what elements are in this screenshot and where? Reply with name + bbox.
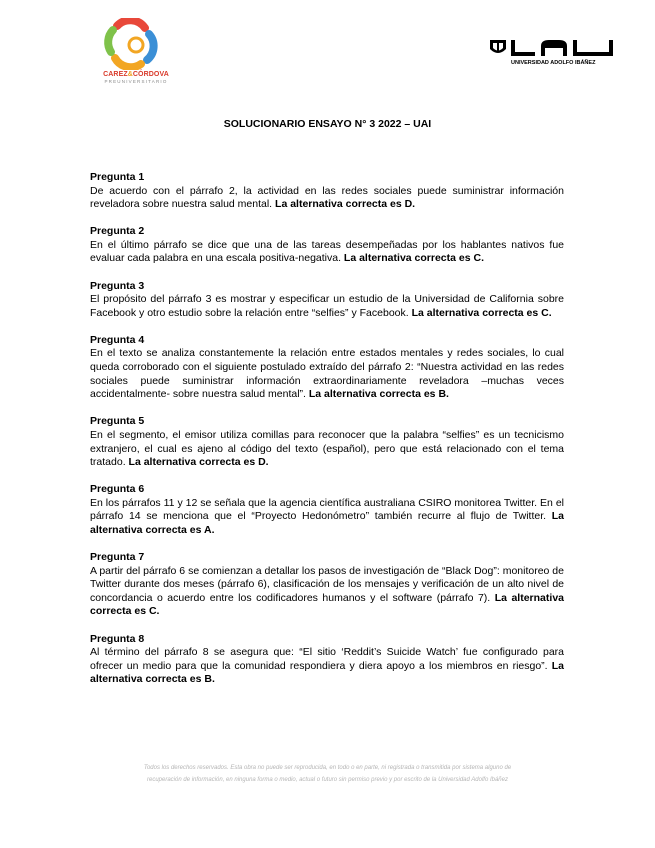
question-heading: Pregunta 1 [90,171,145,183]
uai-org-name: UNIVERSIDAD ADOLFO IBÁÑEZ [511,60,596,66]
document-title: SOLUCIONARIO ENSAYO N° 3 2022 – UAI [223,118,432,130]
question-answer: La alternativa correcta es D. [275,198,416,211]
question-block [90,225,564,266]
question-heading: Pregunta 7 [90,551,145,564]
question-text: En el último párrafo se dice que una de las tareas desempeñadas por los hablantes nativos fue evaluar cada palabra en una escala positiva-negativa. La alternativa correcta es C. [90,238,564,265]
question-answer: La alternativa correcta es A. [90,510,564,536]
question-block [90,551,564,619]
circular-arrows-icon [97,18,175,70]
logo-subtitle: PREUNIVERSITARIO [104,79,168,84]
question-heading: Pregunta 4 [90,333,145,346]
question-block [90,483,564,537]
question-text: Al término del párrafo 8 se asegura que: “El sitio ‘Reddit’s Suicide Watch’ fue configurado para ofrecer un medio para que la comunidad respondiera y diera apoyo a los miembros en riesgo”. La alternativa correcta es B. [90,646,564,686]
uai-wordmark [509,38,619,58]
question-text: De acuerdo con el párrafo 2, la actividad en las redes sociales puede suministrar información reveladora sobre nuestra salud mental. La alternativa correcta es D. [90,184,564,211]
question-heading: Pregunta 6 [90,483,145,496]
question-text: En los párrafos 11 y 12 se señala que la agencia científica australiana CSIRO monitorea Twitter. En el párrafo 14 se menciona que el “Proyecto Hedonómetro” también recurre al flujo de Twitter. La alternativa correcta es A. [90,496,564,536]
question-block [90,280,564,321]
question-answer: La alternativa correcta es B. [90,659,564,686]
question-heading: Pregunta 5 [90,415,145,428]
question-answer: La alternativa correcta es C. [343,252,484,265]
question-text: En el segmento, el emisor utiliza comillas para reconocer que la palabra “selfies” es un tecnicismo extranjero, el cual es ajeno al código del texto (español), pero que está relacionado con el tema tratado. La alternativa correcta es D. [90,428,564,469]
question-block [90,633,564,687]
question-answer: La alternativa correcta es B. [308,388,449,401]
questions-list [90,171,564,700]
question-text: A partir del párrafo 6 se comienzan a detallar los pasos de investigación de “Black Dog”: monitoreo de Twitter durante dos meses (párrafo 6), clasificación de los mensajes y verificación de un alto nivel de concordancia o acuerdo entre los codificadores humanos y el software (párrafo 7). La alternativa correcta es C. [90,564,564,618]
carez-cordova-logo [95,18,177,93]
question-block [90,171,564,212]
question-answer: La alternativa correcta es D. [128,456,269,469]
question-block [90,334,564,402]
question-block [90,415,564,469]
logo-brand-text: CAREZ&CÓRDOVA [103,71,169,78]
question-heading: Pregunta 2 [90,225,145,238]
question-heading: Pregunta 8 [90,632,145,645]
question-text: El propósito del párrafo 3 es mostrar y especificar un estudio de la Universidad de California sobre Facebook y otro estudio sobre la relación entre “selfies” y Facebook. La alternativa correcta es C. [90,293,564,319]
uai-logo [487,38,622,72]
crest-icon [487,38,509,58]
footer-line: Todos los derechos reservados. Esta obra no puede ser reproducida, en todo o en parte, ni registrada o transmitida por sistema alguno de [143,765,512,771]
question-text: En el texto se analiza constantemente la relación entre estados mentales y redes sociales, lo cual queda corroborado con el siguiente postulado extraído del párrafo 2: “Nuestra actividad en las redes sociales puede suministrar información extraordinariamente reveladora –muchas veces accidentalmente- sobre nuestra salud mental”. La alternativa correcta es B. [90,347,564,401]
question-heading: Pregunta 3 [90,279,145,292]
footer-line: recuperación de información, en ninguna forma o medio, actual o futuro sin permiso previo y por escrito de la Universidad Adolfo Ibáñez [147,777,508,783]
question-answer: La alternativa correcta es C. [411,306,552,319]
copyright-footer [0,762,655,786]
question-answer: La alternativa correcta es C. [90,591,564,618]
